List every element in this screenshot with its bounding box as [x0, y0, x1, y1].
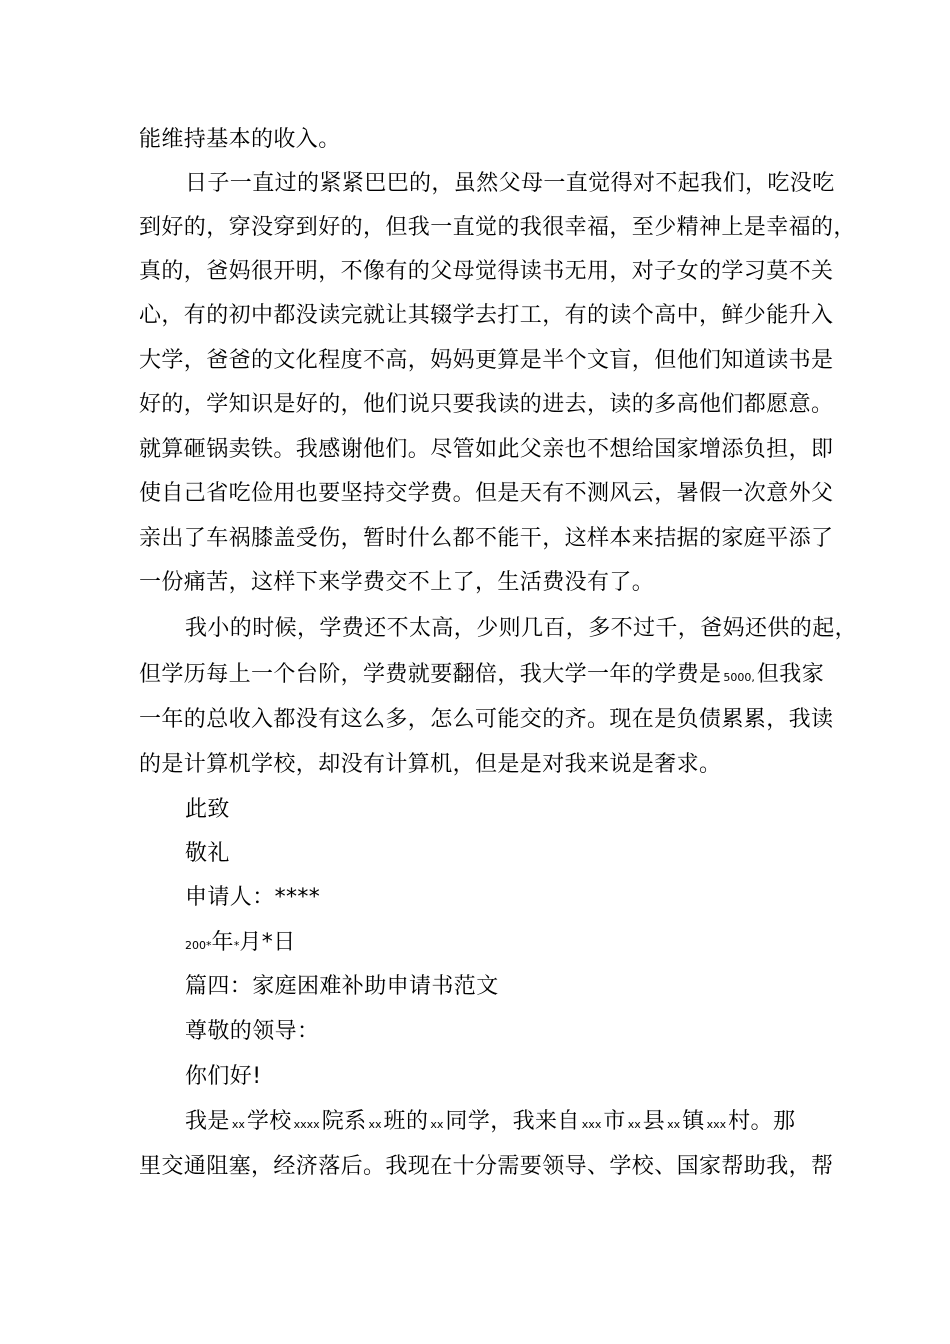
paragraph-line: 一份痛苦，这样下来学费交不上了，生活费没有了。: [139, 570, 655, 595]
applicant-line: 申请人：****: [185, 885, 321, 910]
placeholder-mark: xxx: [706, 1118, 727, 1131]
paragraph-line: 亲出了车祸膝盖受伤，暂时什么都不能干，这样本来拮据的家庭平添了: [139, 526, 834, 551]
placeholder-mark: xx: [231, 1118, 245, 1131]
date-year: 200*: [185, 939, 212, 952]
greeting-line: 你们好!: [185, 1064, 262, 1089]
paragraph-line: 一年的总收入都没有这么多，怎么可能交的齐。现在是负债累累，我读: [139, 707, 834, 732]
paragraph-text: 我是: [185, 1109, 230, 1134]
date-text: 年: [211, 930, 234, 955]
paragraph-line: 我小的时候，学费还不太高，少则几百，多不过千，爸妈还供的起，: [185, 616, 858, 641]
paragraph-line: 心，有的初中都没读完就让其辍学去打工，有的读个高中，鲜少能升入: [139, 303, 834, 328]
paragraph-text: 村。那: [728, 1109, 796, 1134]
paragraph-line: 里交通阻塞，经济落后。我现在十分需要领导、学校、国家帮助我，帮: [139, 1154, 834, 1179]
paragraph-line: [185, 1106, 795, 1141]
paragraph-text: 县: [642, 1109, 666, 1134]
date-month-mark: *: [233, 939, 240, 952]
placeholder-mark: xxx: [581, 1118, 602, 1131]
placeholder-mark: xxxx: [293, 1118, 320, 1131]
paragraph-text: 院系: [321, 1109, 367, 1134]
paragraph-line: [139, 659, 824, 694]
paragraph-line: 的是计算机学校，却没有计算机，但是是对我来说是奢求。: [139, 752, 722, 777]
placeholder-mark: xx: [368, 1118, 382, 1131]
paragraph-line: 能维持基本的收入。: [139, 127, 341, 152]
paragraph-number: 5000,: [723, 671, 755, 684]
paragraph-text: 学校: [246, 1109, 292, 1134]
placeholder-mark: xx: [667, 1118, 681, 1131]
paragraph-text: 班的: [383, 1109, 429, 1134]
placeholder-mark: xx: [627, 1118, 641, 1131]
paragraph-line: 真的，爸妈很开明，不像有的父母觉得读书无用，对子女的学习莫不关: [139, 259, 834, 284]
section-title: 篇四：家庭困难补助申请书范文: [185, 974, 499, 999]
paragraph-line: 到好的，穿没穿到好的，但我一直觉的我很幸福，至少精神上是幸福的，: [139, 215, 856, 240]
salutation-line: 尊敬的领导：: [185, 1019, 320, 1044]
closing-line: 敬礼: [185, 841, 230, 866]
paragraph-line: 日子一直过的紧紧巴巴的，虽然父母一直觉得对不起我们，吃没吃: [185, 171, 835, 196]
paragraph-line: 就算砸锅卖铁。我感谢他们。尽管如此父亲也不想给国家增添负担，即: [139, 437, 834, 462]
closing-line: 此致: [185, 797, 230, 822]
paragraph-line: 使自己省吃俭用也要坚持交学费。但是天有不测风云，暑假一次意外父: [139, 481, 834, 506]
paragraph-text: 同学，我来自: [445, 1109, 580, 1134]
date-line: [185, 927, 296, 962]
paragraph-text: 镇: [682, 1109, 705, 1134]
paragraph-text: 但学历每上一个台阶，学费就要翻倍，我大学一年的学费是: [139, 662, 722, 687]
paragraph-text: 但我家: [756, 662, 825, 687]
paragraph-text: 市: [603, 1109, 626, 1134]
date-text: 月*日: [239, 930, 296, 955]
paragraph-line: 大学，爸爸的文化程度不高，妈妈更算是半个文盲，但他们知道读书是: [139, 348, 834, 373]
placeholder-mark: xx: [430, 1118, 444, 1131]
paragraph-line: 好的，学知识是好的，他们说只要我读的进去，读的多高他们都愿意。: [139, 392, 834, 417]
